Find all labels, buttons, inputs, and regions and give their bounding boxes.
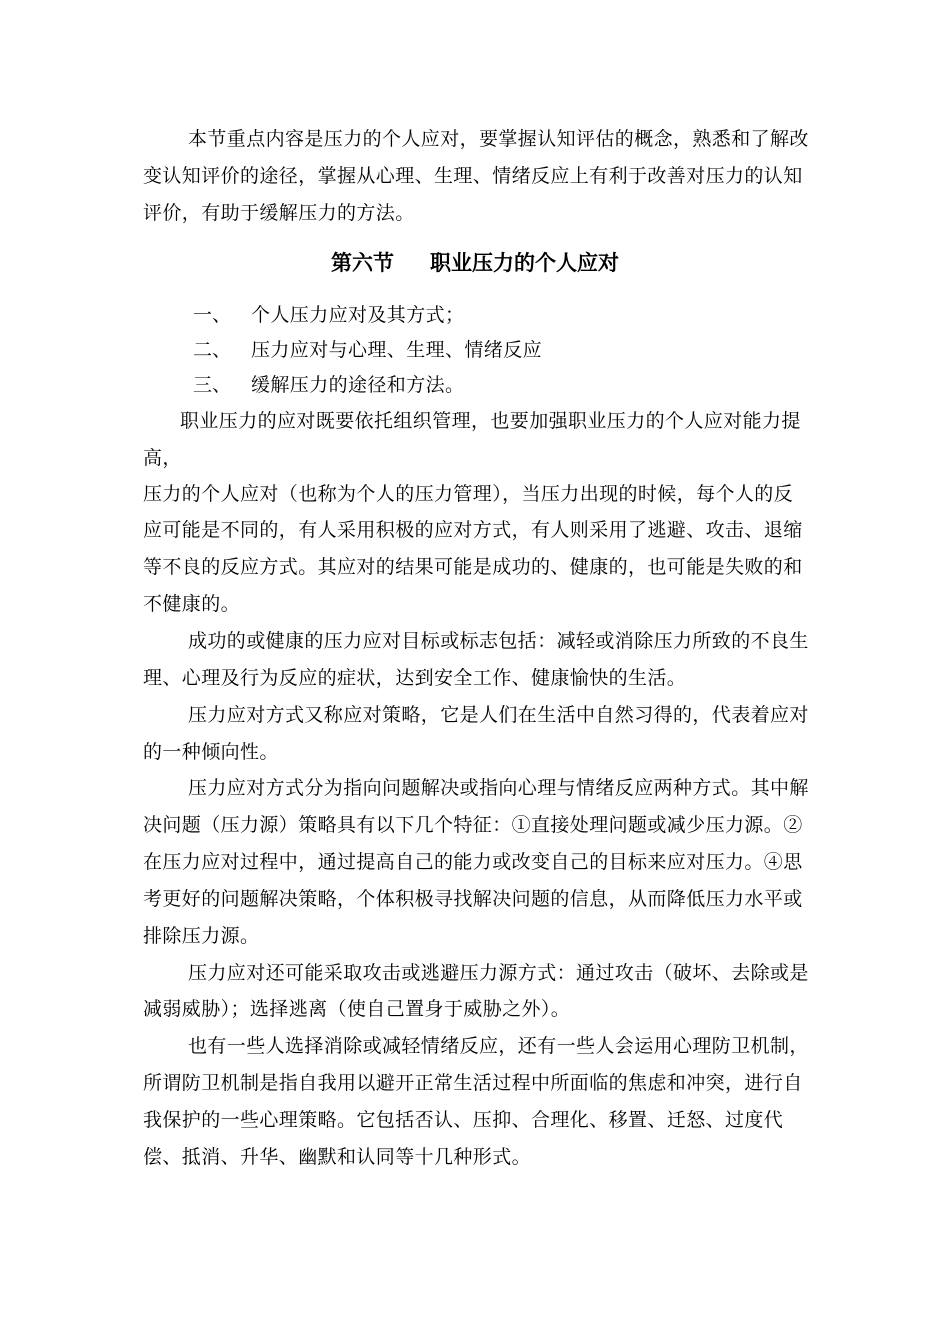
body-line: 排除压力源。 (143, 925, 260, 947)
body-line: 不健康的。 (143, 593, 241, 615)
intro-line: 变认知评价的途径，掌握从心理、生理、情绪反应上有利于改善对压力的认知 (143, 165, 803, 187)
outline-number: 三、 (193, 374, 232, 396)
section-number: 第六节 (331, 251, 394, 275)
outline-item: 压力应对与心理、生理、情绪反应 (251, 339, 543, 361)
body-line: 我保护的一些心理策略。它包括否认、压抑、合理化、移置、迁怒、过度代 (143, 1109, 784, 1131)
body-line: 也有一些人选择消除或减轻情绪反应，还有一些人会运用心理防卫机制， (188, 1035, 809, 1057)
intro-line: 评价，有助于缓解压力的方法。 (143, 202, 415, 224)
section-title: 职业压力的个人应对 (430, 251, 619, 275)
body-line: 考更好的问题解决策略，个体积极寻找解决问题的信息，从而降低压力水平或 (143, 888, 803, 910)
body-line: 的一种倾向性。 (143, 741, 279, 763)
section-heading (0, 250, 950, 276)
body-line: 决问题（压力源）策略具有以下几个特征：①直接处理问题或减少压力源。② (143, 814, 803, 836)
body-line: 应可能是不同的，有人采用积极的应对方式，有人则采用了逃避、攻击、退缩 (143, 519, 803, 541)
body-line: 成功的或健康的压力应对目标或标志包括：减轻或消除压力所致的不良生 (188, 630, 809, 652)
outline-number: 二、 (193, 339, 232, 361)
body-line: 高， (143, 447, 182, 469)
outline-item: 个人压力应对及其方式； (251, 304, 465, 326)
body-line: 理、心理及行为反应的症状，达到安全工作、健康愉快的生活。 (143, 667, 687, 689)
body-line: 在压力应对过程中，通过提高自己的能力或改变自己的目标来应对压力。④思 (143, 851, 803, 873)
outline-number: 一、 (193, 304, 232, 326)
body-line: 压力应对还可能采取攻击或逃避压力源方式：通过攻击（破坏、去除或是 (188, 962, 809, 984)
body-line: 减弱威胁）；选择逃离（使自己置身于威胁之外）。 (143, 998, 571, 1020)
body-line: 等不良的反应方式。其应对的结果可能是成功的、健康的，也可能是失败的和 (143, 556, 803, 578)
body-line: 压力的个人应对（也称为个人的压力管理），当压力出现的时候，每个人的反 (143, 483, 794, 505)
intro-line: 本节重点内容是压力的个人应对，要掌握认知评估的概念，熟悉和了解改 (188, 128, 809, 150)
body-line: 职业压力的应对既要依托组织管理，也要加强职业压力的个人应对能力提 (180, 410, 801, 432)
body-line: 偿、抵消、升华、幽默和认同等十几种形式。 (143, 1146, 532, 1168)
body-line: 所谓防卫机制是指自我用以避开正常生活过程中所面临的焦虑和冲突，进行自 (143, 1072, 803, 1094)
body-line: 压力应对方式分为指向问题解决或指向心理与情绪反应两种方式。其中解 (188, 777, 809, 799)
outline-item: 缓解压力的途径和方法。 (251, 374, 465, 396)
body-line: 压力应对方式又称应对策略，它是人们在生活中自然习得的，代表着应对 (188, 704, 809, 726)
